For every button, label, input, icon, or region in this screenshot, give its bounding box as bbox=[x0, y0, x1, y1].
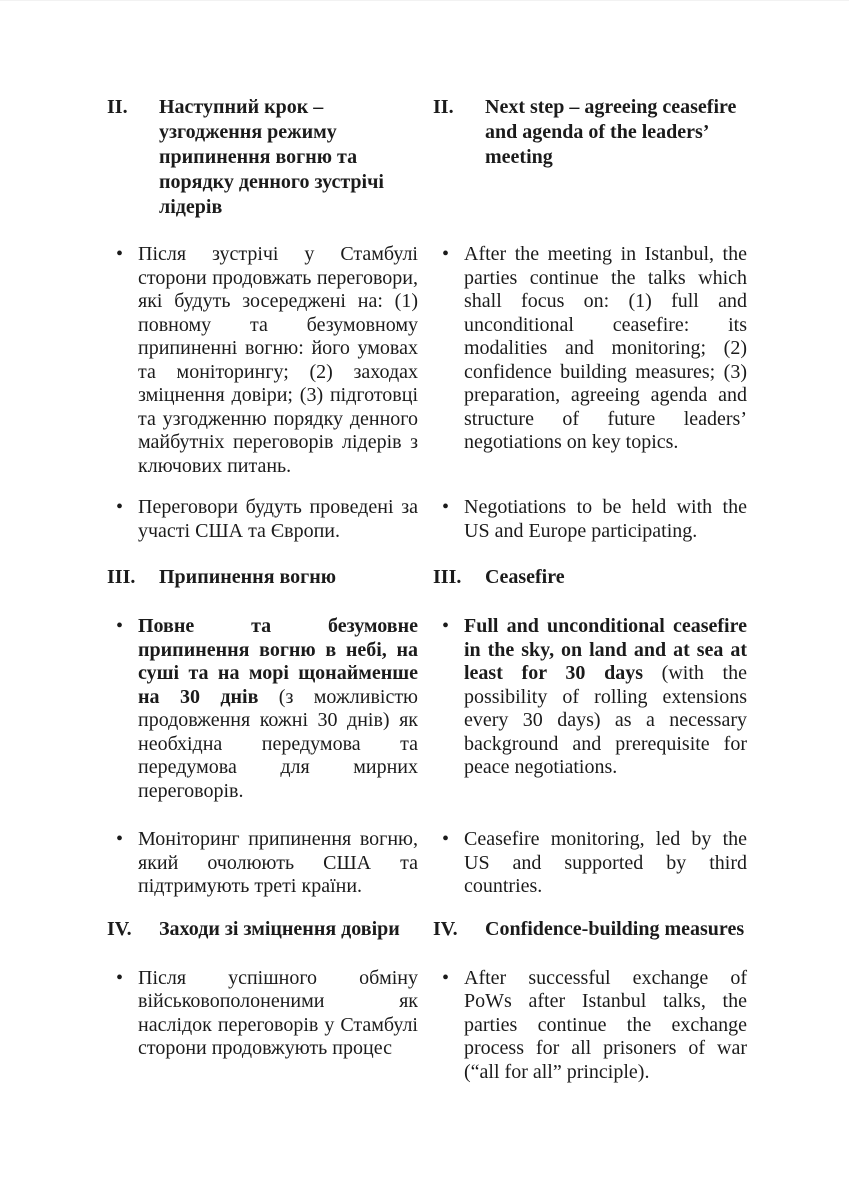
heading-numeral: IV. bbox=[107, 917, 132, 940]
bullet-text-rest: After successful exchange of PoWs after Istanbul talks, the parties continue the exchange process for all prisoners of war (“all for all” principle). bbox=[464, 966, 747, 1083]
bullet-item-uk bbox=[107, 496, 418, 543]
document-content bbox=[107, 95, 747, 1084]
heading-cell-uk bbox=[107, 95, 418, 220]
heading-numeral: III. bbox=[433, 566, 462, 588]
section-heading-row-iv bbox=[107, 917, 747, 942]
bullet-text-uk bbox=[138, 615, 418, 803]
heading-numeral: II. bbox=[433, 96, 454, 118]
bullet-text-rest: (з можливістю продовження кожні 30 днів) як необхідна передумова та передумова для мирних переговорів. bbox=[138, 685, 418, 802]
heading-text-en: Next step – agreeing ceasefire and agenda of the leaders’ meeting bbox=[485, 96, 737, 168]
heading-numeral: IV. bbox=[433, 917, 458, 940]
bullet-marker: • bbox=[116, 496, 124, 518]
bullet-text-rest: (with the possibility of rolling extensions every 30 days) as a necessary background and prerequisite for peace negotiations. bbox=[464, 662, 747, 778]
section-heading-row-iii bbox=[107, 565, 747, 590]
heading-cell-en bbox=[433, 565, 747, 590]
bullet-item-uk bbox=[107, 828, 418, 899]
bullet-marker: • bbox=[116, 615, 124, 637]
bullet-item-en bbox=[433, 243, 747, 455]
bullet-row bbox=[107, 828, 747, 899]
heading-text-en: Ceasefire bbox=[485, 566, 565, 588]
bullet-marker: • bbox=[442, 243, 450, 265]
bullet-text-rest: Negotiations to be held with the US and Europe participating. bbox=[464, 496, 747, 542]
bullet-item-uk bbox=[107, 615, 418, 803]
bullet-text-uk bbox=[138, 828, 418, 899]
bullet-text-uk bbox=[138, 967, 418, 1061]
bullet-text-en bbox=[464, 828, 747, 899]
heading-text-uk: Припинення вогню bbox=[159, 566, 337, 588]
heading-text-uk: Наступний крок – узгодження режиму припинення вогню та порядку денного зустрічі лідерів bbox=[159, 96, 384, 218]
bullet-marker: • bbox=[442, 828, 450, 850]
heading-numeral: III. bbox=[107, 566, 136, 588]
bullet-text-en bbox=[464, 615, 747, 780]
bullet-item-uk bbox=[107, 243, 418, 478]
bullet-marker: • bbox=[116, 243, 124, 265]
heading-text-en: Confidence-building measures bbox=[485, 917, 745, 940]
bullet-marker: • bbox=[442, 966, 450, 989]
bullet-text-en bbox=[464, 496, 747, 543]
bullet-item-uk bbox=[107, 967, 418, 1061]
bullet-marker: • bbox=[442, 496, 450, 518]
bullet-item-en bbox=[433, 615, 747, 780]
bullet-text-en bbox=[464, 967, 747, 1085]
heading-numeral: II. bbox=[107, 96, 128, 118]
bullet-row bbox=[107, 615, 747, 803]
heading-cell-en bbox=[433, 95, 747, 170]
bullet-row bbox=[107, 496, 747, 543]
bullet-text-rest: Після успішного обміну військовополоненими як наслідок переговорів у Стамбулі сторони продовжують процес bbox=[138, 966, 418, 1059]
bullet-marker: • bbox=[442, 615, 450, 637]
bullet-row bbox=[107, 243, 747, 478]
bullet-text-rest: Ceasefire monitoring, led by the US and supported by third countries. bbox=[464, 828, 747, 897]
bullet-text-rest: Переговори будуть проведені за участі США та Європи. bbox=[138, 496, 418, 542]
bullet-item-en bbox=[433, 828, 747, 899]
heading-cell-uk bbox=[107, 917, 418, 942]
bullet-row bbox=[107, 967, 747, 1085]
bullet-text-uk bbox=[138, 243, 418, 478]
section-heading-row-ii bbox=[107, 95, 747, 220]
bullet-text-uk bbox=[138, 496, 418, 543]
bullet-text-rest: Після зустрічі у Стамбулі сторони продовжать переговори, які будуть зосереджені на: (1) повному та безумовному припиненні вогню: його умовах та моніторингу; (2) заходах зміцнення довіри; (3) підготовці та узгодженню порядку денного майбутніх переговорів лідерів з ключових питань. bbox=[138, 243, 418, 477]
heading-cell-uk bbox=[107, 565, 418, 590]
bullet-item-en bbox=[433, 967, 747, 1085]
bullet-marker: • bbox=[116, 828, 124, 850]
bullet-marker: • bbox=[116, 966, 124, 989]
bullet-text-bold: Full and unconditional ceasefire in the sky, on land and at sea at least for 30 days bbox=[464, 615, 747, 684]
bullet-text-rest: After the meeting in Istanbul, the parties continue the talks which shall focus on: (1) full and unconditional ceasefire: its modalities and monitoring; (2) confidence building measures; (3) preparation, agreeing agenda and structure of future leaders’ negotiations on key topics. bbox=[464, 243, 747, 453]
bullet-text-en bbox=[464, 243, 747, 455]
bullet-text-bold: Повне та безумовне припинення вогню в небі, на суші та на морі щонайменше на 30 днів bbox=[138, 615, 418, 708]
heading-cell-en bbox=[433, 917, 747, 942]
heading-text-uk: Заходи зі зміцнення довіри bbox=[159, 917, 400, 940]
bullet-item-en bbox=[433, 496, 747, 543]
bullet-text-rest: Моніторинг припинення вогню, який очолюють США та підтримують треті країни. bbox=[138, 828, 418, 897]
